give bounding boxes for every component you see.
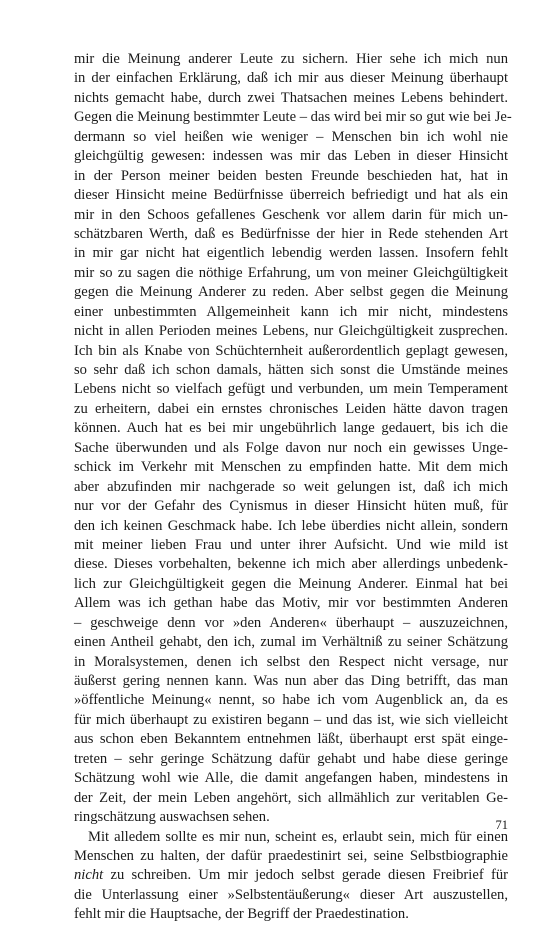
text-line: Schätzung wohl wie Alle, die damit angefangen haben, mindestens in xyxy=(74,770,508,787)
text-line: »öffentliche Meinung« nennt, so habe ich vom Augenblick an, da es xyxy=(74,692,508,709)
italic-emphasis: nicht xyxy=(74,867,104,884)
text-line: fehlt mir die Hauptsache, der Begriff der Praedestination. xyxy=(74,906,409,923)
text-line: der Zeit, der mein Leben angehört, sich allmählich zur veritablen Ge- xyxy=(74,789,508,806)
text-line: gleichgültig gewesen: indessen was mir das Leben in dieser Hinsicht xyxy=(74,148,508,165)
text-line: nichts gemacht habe, durch zwei Thatsachen meines Lebens behindert. xyxy=(74,89,508,106)
text-line: können. Auch hat es bei mir ungebührlich lange gedauert, bis ich die xyxy=(74,420,508,437)
text-line: lich zur Gleichgültigkeit gegen die Meinung Anderer. Einmal hat bei xyxy=(74,575,508,592)
text-line: aus schon eben Bekanntem entnehmen läßt, überhaupt erst spät einge- xyxy=(74,731,508,748)
text-line: mit meiner lieben Frau und unter ihrer Aufsicht. Und wie mild ist xyxy=(74,536,508,553)
text-line: gegen die Meinung Anderer zu reden. Aber selbst gegen die Meinung xyxy=(74,284,508,301)
text-line: in der Person meiner beiden besten Freunde beschieden hat, hat in xyxy=(74,167,508,184)
text-line: Ich bin als Knabe von Schüchternheit außerordentlich geplagt gewesen, xyxy=(74,342,508,359)
body-text xyxy=(74,50,512,925)
text-line: Mit alledem sollte es mir nun, scheint es, erlaubt sein, mich für einen xyxy=(88,828,508,845)
text-line-with-italic xyxy=(74,866,508,885)
text-line: zu erheitern, dabei ein ernstes chronisches Leiden hätte davon tragen xyxy=(74,400,508,417)
text-line: in mir gar nicht hat eigentlich lebendig werden lassen. Insofern fehlt xyxy=(74,245,508,262)
text-line: schick im Verkehr mit Menschen zu empfinden hatte. Mit dem mich xyxy=(74,459,508,476)
text-line-rest: zu schreiben. Um mir jedoch selbst gerade diesen Freibrief für xyxy=(110,867,508,884)
text-line: mir in den Schoos gefallenes Geschenk vor allem darin für mich un- xyxy=(74,206,508,223)
text-line: mir die Meinung anderer Leute zu sichern. Hier sehe ich mich nun xyxy=(74,51,508,67)
text-line: die Unterlassung einer »Selbstentäußerung« dieser Art auszustellen, xyxy=(74,886,508,903)
text-line: Lebens nicht so vielfach gefügt und verbunden, um mein Temperament xyxy=(74,381,508,398)
text-line: nicht in allen Perioden meines Lebens, nur Gleichgültigkeit zusprechen. xyxy=(74,323,508,340)
text-line: Sache überwunden und als Folge davon nur noch ein gewisses Unge- xyxy=(74,439,508,456)
text-line: den ich keinen Geschmack habe. Ich lebe überdies nicht allein, sondern xyxy=(74,517,508,534)
text-line: mir so zu sagen die nöthige Erfahrung, um von meiner Gleichgültigkeit xyxy=(74,264,508,281)
text-line: aber abzufinden mir nachgerade so weit gelungen ist, daß ich mich xyxy=(74,478,508,495)
text-line: äußerst gering nennen kann. Was nun aber das Ding betrifft, das man xyxy=(74,673,508,689)
text-line: – geschweige denn vor »den Anderen« überhaupt – auszuzeichnen, xyxy=(74,614,508,631)
text-line: Menschen zu halten, der dafür praedestinirt sei, seine Selbstbiographie xyxy=(74,847,508,864)
text-line: dermann so viel heißen wie weniger – Menschen bin ich wohl nie xyxy=(74,128,508,145)
text-line: in der einfachen Erklärung, daß ich mir aus dieser Meinung überhaupt xyxy=(74,70,508,87)
text-line: dieser Hinsicht meine Bedürfnisse überreich befriedigt und hat als ein xyxy=(74,187,508,204)
text-line: für mich überhaupt zu existiren begann – und das ist, wie sich vielleicht xyxy=(74,711,508,728)
text-line: in Moralsystemen, denen ich selbst den Respect nicht versage, nur xyxy=(74,653,508,670)
text-line: treten – sehr geringe Schätzung dafür gehabt und habe diese geringe xyxy=(74,750,508,767)
text-line: ringschätzung auswachsen sehen. xyxy=(74,809,270,826)
text-line: schätzbaren Werth, daß es Bedürfnisse der hier in Rede stehenden Art xyxy=(74,225,508,242)
text-line: so sehr daß ich schon damals, hätten sich sonst die Umstände meines xyxy=(74,362,508,378)
text-line: nur vor der Gefahr des Cynismus in dieser Hinsicht hüten muß, für xyxy=(74,498,508,515)
page-number: 71 xyxy=(495,818,508,832)
text-line: einen Antheil gehabt, den ich, zumal im Verhältniß zu seiner Schätzung xyxy=(74,634,508,651)
text-line: diese. Dieses vorbehalten, bekenne ich mich aber allerdings unbedenk- xyxy=(74,556,508,573)
text-line: Allem was ich gethan habe das Motiv, mir vor bestimmten Anderen xyxy=(74,595,508,612)
text-line: Gegen die Meinung bestimmter Leute – das wird bei mir so gut wie bei Je- xyxy=(74,109,512,126)
text-line: einer unbestimmten Allgemeinheit kann ich mir nicht, mindestens xyxy=(74,303,508,320)
